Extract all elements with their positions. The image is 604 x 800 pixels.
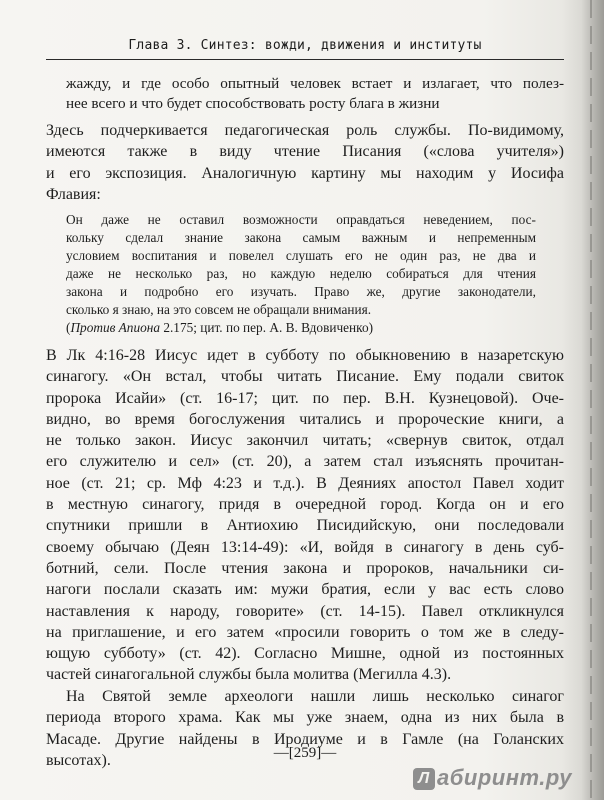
text-line: видно, во время богослужения читались и пророческие книги, а xyxy=(46,410,564,428)
quote-source: (Против Апиона 2.175; цит. по пер. А. В. Вдовиченко) xyxy=(66,320,374,335)
text-line: Здесь подчеркивается педагогическая роль службы. По-видимому, xyxy=(46,122,564,139)
page-number: —[259]— xyxy=(273,745,337,761)
text-line: пророка Исайи» (ст. 16-17; цит. по пер. В.Н. Кузнецовой). Оче- xyxy=(46,389,564,407)
text-line: частей синагогальной службы была молитва (Мегилла 4.3). xyxy=(46,666,452,684)
opening-lines xyxy=(46,74,564,114)
labirint-logo-icon: Л xyxy=(413,768,435,790)
text-line: синагогу. «Он встал, чтобы читать Писание. Ему подали свиток xyxy=(46,368,564,386)
text-line: не только закон. Иисус закончил читать; «свернув свиток, отдал xyxy=(46,432,564,450)
book-page xyxy=(46,0,564,800)
text-line: нее всего и что будет способствовать росту блага в жизни xyxy=(66,95,440,112)
text-line: В Лк 4:16-28 Иисус идет в субботу по обыкновению в назаретскую xyxy=(46,347,564,364)
text-line: наставления к народу, говорите» (ст. 14-15). Павел откликнулся xyxy=(46,602,564,620)
text-line: спутники пришли в Антиохию Писидийскую, они последовали xyxy=(46,517,564,535)
quote-line: кольку сделал знание закона самым важным и непременным xyxy=(66,230,536,245)
text-line: на приглашение, и его затем «просили говорить о том же в следу- xyxy=(46,623,564,641)
text-line: жажду, и где особо опытный человек встает и излагает, что полез- xyxy=(66,75,564,92)
text-line: имеются также в виду чтение Писания («слова учителя») xyxy=(46,143,564,161)
text-line: периода второго храма. Как мы уже знаем, одна из них была в xyxy=(46,709,564,727)
block-quote xyxy=(46,211,564,337)
running-head: Глава 3. Синтез: вожди, движения и институты xyxy=(46,38,564,60)
quote-line: даже не несколько раз, но каждую неделю собираться для чтения xyxy=(66,266,536,281)
text-line: своему обычаю (Деян 13:14-49): «И, войдя в синагогу в день суб- xyxy=(46,538,564,556)
quote-source-title: Против Апиона xyxy=(70,320,160,335)
paragraph-1 xyxy=(46,120,564,205)
labirint-watermark xyxy=(413,765,572,791)
text-line: ботний, сели. После чтения закона и пророков, начальники си- xyxy=(46,559,564,577)
text-line: ное (ст. 21; ср. Мф 4:23 и т.д.). В Деяниях апостол Павел ходит xyxy=(46,474,564,492)
paragraph-2 xyxy=(46,345,564,686)
quote-line: условием воспитания и повелел слушать его не один раз, не два и xyxy=(66,248,536,263)
quote-source-details: 2.175; цит. по пер. А. В. Вдовиченко) xyxy=(160,320,374,335)
text-line: Масаде. Другие найдены в Иродиуме и в Гамле (на Голанских xyxy=(46,730,564,748)
text-line: в местную синагогу, придя в очередной город. Когда он и его xyxy=(46,496,564,514)
watermark-text: абиринт.ру xyxy=(437,765,572,790)
text-line: и его экспозиция. Аналогичную картину мы находим у Иосифа xyxy=(46,164,564,182)
book-edge xyxy=(582,0,604,800)
text-line: высотах). xyxy=(46,751,111,769)
text-line: Флавия: xyxy=(46,185,101,203)
text-line: ющую субботу» (ст. 42). Согласно Мишне, одной из постоянных xyxy=(46,645,564,663)
quote-line: Он даже не оставил возможности оправдаться неведением, пос- xyxy=(66,212,536,227)
quote-line: закона и подробно его изучать. Право же, другие законодатели, xyxy=(66,284,536,299)
text-line: На Святой земле археологи нашли лишь несколько синагог xyxy=(66,688,564,705)
text-line: его служителю и сел» (ст. 20), а затем стал изъяснять прочитан- xyxy=(46,453,564,471)
quote-line: сколько я знаю, на это совсем не обращали внимания. xyxy=(66,302,372,317)
text-line: нагоги послали сказать им: мужи братия, если у вас есть слово xyxy=(46,581,564,599)
